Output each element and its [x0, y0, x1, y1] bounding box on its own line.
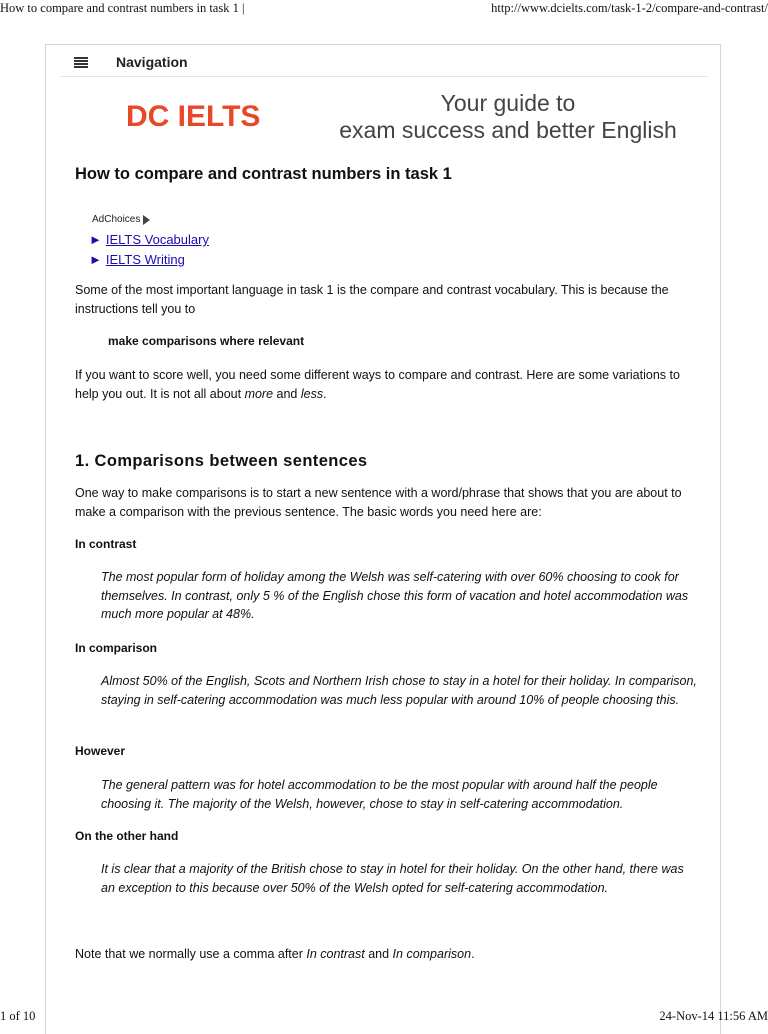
variations-end: . — [323, 386, 327, 401]
term-heading: On the other hand — [75, 829, 179, 843]
ad-link-ielts-vocabulary[interactable] — [89, 232, 209, 247]
print-footer-page: 1 of 10 — [0, 1009, 36, 1023]
example-paragraph: It is clear that a majority of the British chose to stay in hotel for their holiday. On the other hand, there was an exception to this because over 50% of the Welsh opted for self-catering accommodation. — [101, 862, 684, 895]
print-footer-datetime: 24-Nov-14 11:56 AM — [659, 1009, 768, 1023]
variations-paragraph — [75, 366, 705, 403]
section-heading: 1. Comparisons between sentences — [75, 452, 368, 470]
adchoices-icon — [143, 215, 150, 225]
ad-link-label: IELTS Writing — [105, 252, 185, 267]
note-paragraph — [75, 945, 705, 964]
play-arrow-icon: ► — [89, 232, 102, 247]
instruction-quote: make comparisons where relevant — [108, 334, 305, 348]
emphasis-in-comparison: In comparison — [392, 947, 472, 961]
ad-link-label: IELTS Vocabulary — [105, 232, 209, 247]
ad-link-ielts-writing[interactable] — [89, 252, 185, 267]
intro-paragraph: Some of the most important language in task 1 is the compare and contrast vocabulary. This is because the instructions tell you to — [75, 283, 669, 316]
tagline-line-1: Your guide to — [440, 90, 576, 116]
print-header-title: How to compare and contrast numbers in task 1 | — [0, 1, 245, 15]
navigation-label[interactable]: Navigation — [116, 54, 188, 70]
adchoices-badge[interactable] — [92, 214, 150, 225]
term-heading: However — [75, 744, 126, 758]
example-paragraph: The general pattern was for hotel accommodation to be the most popular with around half the people choosing it. The majority of the Welsh, however, chose to stay in self-catering accommodation. — [101, 778, 658, 811]
navigation-bar[interactable] — [60, 48, 708, 77]
play-arrow-icon: ► — [89, 252, 102, 267]
example-paragraph: The most popular form of holiday among the Welsh was self-catering with over 60% choosing to cook for themselves. In contrast, only 5 % of the English chose this form of vacation and hotel accommodation was much more popular at 48%. — [101, 570, 689, 621]
site-tagline — [308, 90, 708, 144]
emphasis-less: less — [300, 386, 324, 401]
note-and: and — [364, 947, 393, 961]
note-end: . — [471, 947, 475, 961]
page-title: How to compare and contrast numbers in task 1 — [75, 165, 452, 183]
site-logo[interactable]: DC IELTS — [126, 100, 261, 133]
example-paragraph: Almost 50% of the English, Scots and Northern Irish chose to stay in a hotel for their holiday. In comparison, staying in self-catering accommodation was much less popular with around 10% of people choosing this. — [101, 674, 697, 707]
note-text: Note that we normally use a comma after — [75, 947, 307, 961]
variations-text: If you want to score well, you need some different ways to compare and contrast. Here are some variations to help you out. It is not all about — [75, 368, 680, 401]
variations-and: and — [273, 386, 301, 401]
term-heading: In comparison — [75, 641, 158, 655]
section-intro: One way to make comparisons is to start a new sentence with a word/phrase that shows that you are about to make a comparison with the previous sentence. The basic words you need here are: — [75, 486, 682, 519]
tagline-line-2: exam success and better English — [339, 117, 677, 143]
emphasis-more: more — [244, 386, 274, 401]
hamburger-menu-icon[interactable] — [74, 57, 88, 68]
emphasis-in-contrast: In contrast — [306, 947, 365, 961]
print-header-url: http://www.dcielts.com/task-1-2/compare-and-contrast/ — [491, 1, 768, 15]
adchoices-label: AdChoices — [92, 214, 141, 225]
term-heading: In contrast — [75, 537, 137, 551]
